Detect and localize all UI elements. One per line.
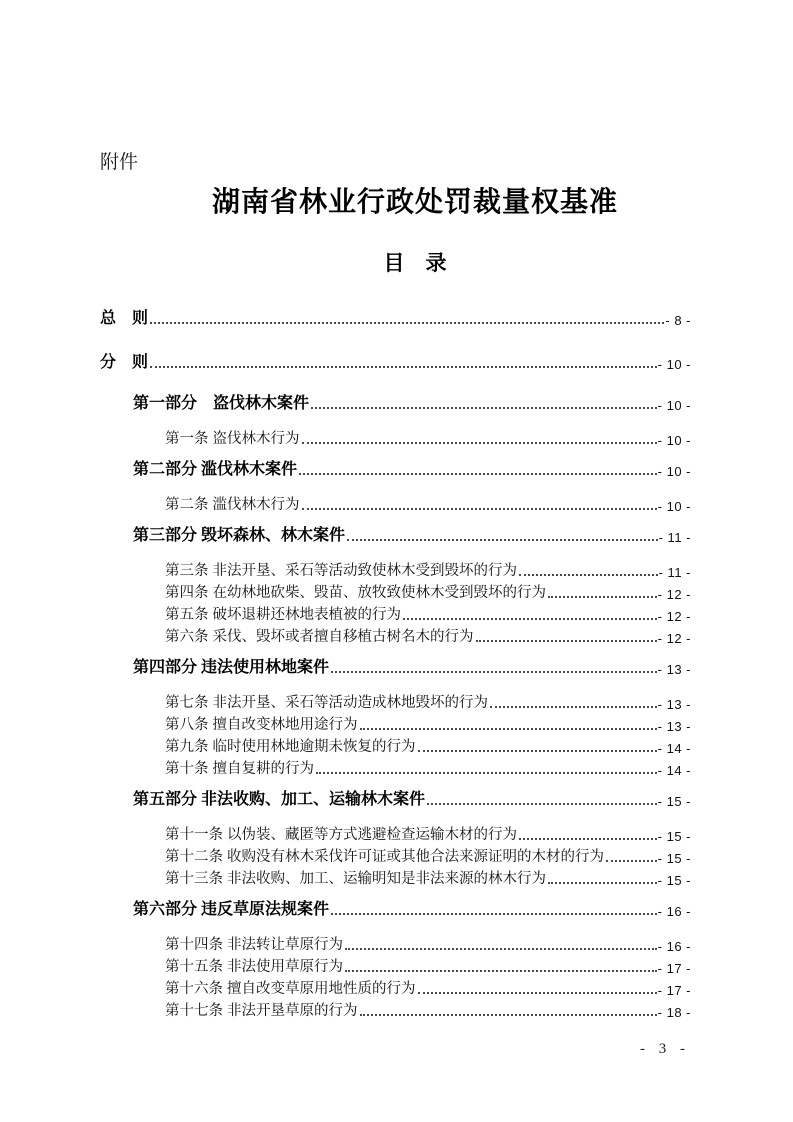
dotted-leader [519, 574, 658, 576]
toc-entry-page: - 10 - [657, 499, 691, 514]
toc-entry [100, 956, 691, 976]
toc-entry-page: - 12 - [657, 609, 691, 624]
dotted-leader [360, 728, 657, 730]
dotted-leader [548, 882, 657, 884]
toc-entry-label: 第十条 擅自复耕的行为 [165, 761, 315, 777]
toc-entry-page: - 15 - [657, 829, 691, 844]
dotted-leader [345, 948, 657, 950]
toc-entry-page: - 15 - [657, 873, 691, 888]
toc-entry [100, 308, 691, 328]
toc-entry [100, 560, 691, 580]
toc-entry-label: 第七条 非法开垦、采石等活动造成林地毁坏的行为 [165, 695, 489, 711]
toc-entry-label: 第十三条 非法收购、加工、运输明知是非法来源的林木行为 [165, 871, 547, 887]
toc-entry-page: - 14 - [657, 741, 691, 756]
toc-entry [100, 1000, 691, 1020]
toc-entry [100, 846, 691, 866]
toc-entry-page: - 11 - [658, 530, 691, 545]
dotted-leader [299, 473, 657, 475]
toc-entry [100, 714, 691, 734]
dotted-leader [331, 913, 657, 915]
toc-entry [100, 692, 691, 712]
dotted-leader [490, 706, 657, 708]
document-title: 湖南省林业行政处罚裁量权基准 [211, 187, 618, 218]
toc-entry [100, 604, 691, 624]
toc-entry-page: - 13 - [657, 697, 691, 712]
toc-entry [100, 758, 691, 778]
dotted-leader [548, 596, 657, 598]
toc-entry-page: - 15 - [657, 794, 691, 809]
toc-entry-page: - 17 - [657, 961, 691, 976]
attachment-label: 附件 [100, 152, 139, 173]
toc-entry-label: 第六条 采伐、毁坏或者擅自移植古树名木的行为 [165, 629, 474, 645]
toc-entry [100, 978, 691, 998]
toc-entry-label: 第五部分 非法收购、加工、运输林木案件 [133, 791, 426, 808]
dotted-leader [316, 772, 657, 774]
toc-entry-page: - 8 - [665, 313, 691, 328]
dotted-leader [347, 539, 658, 541]
toc-entry [100, 459, 691, 479]
toc-entry-page: - 13 - [657, 662, 691, 677]
dotted-leader [150, 322, 664, 324]
toc-entry-label: 第十一条 以伪装、藏匿等方式逃避检查运输木材的行为 [165, 827, 518, 843]
toc-entry-label: 第二部分 滥伐林木案件 [133, 461, 298, 478]
toc-entry-label: 第一部分 盗伐林木案件 [133, 395, 310, 412]
toc-entry [100, 626, 691, 646]
toc-entry [100, 934, 691, 954]
toc-entry-label: 第十六条 擅自改变草原用地性质的行为 [165, 981, 416, 997]
dotted-leader [418, 750, 657, 752]
toc-entry-label: 总 则 [100, 310, 149, 327]
toc-entry [100, 582, 691, 602]
toc-entry-page: - 10 - [657, 433, 691, 448]
dotted-leader [331, 671, 657, 673]
page-number: - 3 - [640, 1041, 690, 1057]
toc-entry-page: - 11 - [658, 565, 691, 580]
dotted-leader [519, 838, 657, 840]
dotted-leader [345, 970, 657, 972]
toc-entry-label: 第二条 滥伐林木行为 [165, 497, 300, 513]
toc-entry-label: 第三条 非法开垦、采石等活动致使林木受到毁坏的行为 [165, 563, 518, 579]
toc-entry-page: - 14 - [657, 763, 691, 778]
toc-entry-label: 第十四条 非法转让草原行为 [165, 937, 344, 953]
toc-entry-page: - 13 - [657, 719, 691, 734]
toc-entry-label: 第四条 在幼林地砍柴、毁苗、放牧致使林木受到毁坏的行为 [165, 585, 547, 601]
dotted-leader [302, 442, 657, 444]
toc-entry-label: 第九条 临时使用林地逾期未恢复的行为 [165, 739, 416, 755]
toc-entry [100, 789, 691, 809]
toc-entry-page: - 12 - [657, 587, 691, 602]
toc-entry [100, 428, 691, 448]
toc-entry-page: - 12 - [657, 631, 691, 646]
toc-entry [100, 525, 691, 545]
toc-entry [100, 393, 691, 413]
dotted-leader [476, 640, 657, 642]
table-of-contents [100, 308, 691, 1020]
toc-entry-page: - 16 - [657, 939, 691, 954]
toc-entry [100, 657, 691, 677]
dotted-leader [403, 618, 657, 620]
dotted-leader [606, 860, 657, 862]
toc-entry-page: - 16 - [657, 904, 691, 919]
toc-title: 目 录 [383, 251, 447, 275]
toc-entry-label: 分 则 [100, 354, 149, 371]
toc-entry-page: - 10 - [657, 398, 691, 413]
dotted-leader [418, 992, 657, 994]
toc-entry-label: 第三部分 毁坏森林、林木案件 [133, 527, 346, 544]
toc-entry-label: 第五条 破坏退耕还林地表植被的行为 [165, 607, 402, 623]
toc-entry [100, 899, 691, 919]
dotted-leader [302, 508, 657, 510]
toc-entry-label: 第十七条 非法开垦草原的行为 [165, 1003, 358, 1019]
toc-entry-page: - 10 - [657, 357, 691, 372]
dotted-leader [360, 1014, 657, 1016]
toc-entry-page: - 15 - [657, 851, 691, 866]
toc-entry-page: - 17 - [657, 983, 691, 998]
toc-entry [100, 352, 691, 372]
toc-entry [100, 868, 691, 888]
toc-entry-label: 第四部分 违法使用林地案件 [133, 659, 330, 676]
toc-entry-label: 第八条 擅自改变林地用途行为 [165, 717, 358, 733]
toc-entry-label: 第十二条 收购没有林木采伐许可证或其他合法来源证明的木材的行为 [165, 849, 605, 865]
dotted-leader [427, 803, 657, 805]
toc-entry-page: - 18 - [657, 1005, 691, 1020]
toc-entry-label: 第十五条 非法使用草原行为 [165, 959, 344, 975]
dotted-leader [311, 407, 657, 409]
toc-entry [100, 824, 691, 844]
toc-entry [100, 736, 691, 756]
dotted-leader [150, 366, 657, 368]
toc-entry [100, 494, 691, 514]
toc-entry-label: 第一条 盗伐林木行为 [165, 431, 300, 447]
toc-entry-page: - 10 - [657, 464, 691, 479]
toc-entry-label: 第六部分 违反草原法规案件 [133, 901, 330, 918]
